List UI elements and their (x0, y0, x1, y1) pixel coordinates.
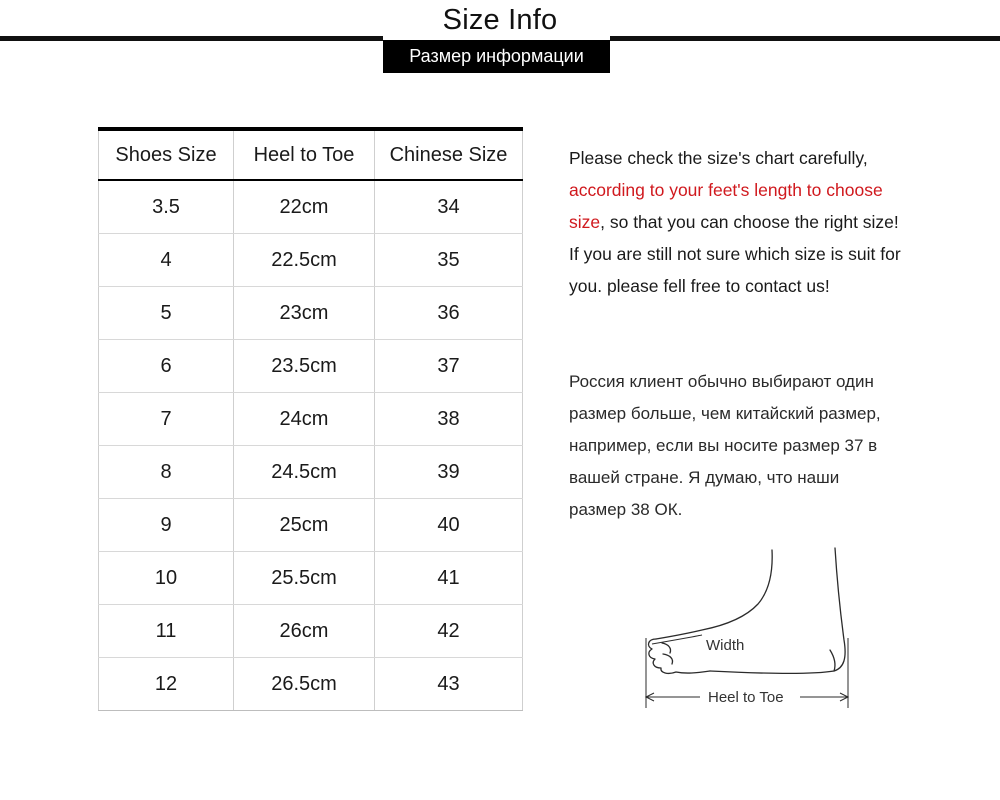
english-instructions (569, 142, 989, 302)
table-row (99, 552, 523, 605)
cell-chinese-size: 38 (375, 393, 523, 446)
cell-chinese-size: 40 (375, 499, 523, 552)
cell-heel-to-toe: 25cm (234, 499, 375, 552)
cell-heel-to-toe: 24cm (234, 393, 375, 446)
title-rule-left (0, 36, 383, 41)
russian-line-2: размер больше, чем китайский размер, (569, 404, 881, 423)
heel-to-toe-label: Heel to Toe (708, 689, 784, 706)
cell-shoes-size: 3.5 (99, 180, 234, 234)
table-row (99, 340, 523, 393)
table-row (99, 658, 523, 711)
english-line-5: you. please fell free to contact us! (569, 276, 830, 296)
size-chart-table (98, 127, 523, 711)
header-shoes-size: Shoes Size (99, 129, 234, 180)
width-label: Width (706, 637, 745, 654)
table-row (99, 393, 523, 446)
cell-chinese-size: 34 (375, 180, 523, 234)
page-title: Size Info (442, 4, 558, 36)
cell-heel-to-toe: 23cm (234, 287, 375, 340)
cell-chinese-size: 42 (375, 605, 523, 658)
cell-shoes-size: 10 (99, 552, 234, 605)
table-row (99, 234, 523, 287)
title-rule-right (610, 36, 1000, 41)
english-line-3-rest: , so that you can choose the right size! (600, 212, 899, 232)
cell-chinese-size: 35 (375, 234, 523, 287)
cell-shoes-size: 7 (99, 393, 234, 446)
cell-chinese-size: 37 (375, 340, 523, 393)
foot-measurement-diagram (630, 540, 870, 715)
cell-chinese-size: 39 (375, 446, 523, 499)
cell-shoes-size: 6 (99, 340, 234, 393)
cell-shoes-size: 11 (99, 605, 234, 658)
cell-heel-to-toe: 26.5cm (234, 658, 375, 711)
russian-line-4: вашей стране. Я думаю, что наши (569, 468, 840, 487)
cell-shoes-size: 4 (99, 234, 234, 287)
english-line-3 (569, 206, 989, 238)
foot-outline-icon (649, 548, 846, 673)
russian-line-1: Россия клиент обычно выбирают один (569, 372, 874, 391)
table-row (99, 446, 523, 499)
cell-chinese-size: 36 (375, 287, 523, 340)
table-row (99, 499, 523, 552)
cell-heel-to-toe: 25.5cm (234, 552, 375, 605)
cell-chinese-size: 43 (375, 658, 523, 711)
cell-shoes-size: 8 (99, 446, 234, 499)
cell-shoes-size: 12 (99, 658, 234, 711)
cell-shoes-size: 5 (99, 287, 234, 340)
cell-heel-to-toe: 23.5cm (234, 340, 375, 393)
english-highlight-line: according to your feet's length to choose (569, 180, 883, 200)
header-chinese-size: Chinese Size (375, 129, 523, 180)
table-row (99, 180, 523, 234)
table-row (99, 287, 523, 340)
subtitle-text: Размер информации (409, 46, 584, 66)
cell-chinese-size: 41 (375, 552, 523, 605)
russian-line-5: размер 38 ОК. (569, 500, 683, 519)
russian-instructions (569, 366, 989, 526)
subtitle-banner (383, 40, 610, 73)
cell-heel-to-toe: 24.5cm (234, 446, 375, 499)
cell-shoes-size: 9 (99, 499, 234, 552)
cell-heel-to-toe: 22.5cm (234, 234, 375, 287)
table-header-row (99, 129, 523, 180)
english-line-4: If you are still not sure which size is suit for (569, 244, 901, 264)
cell-heel-to-toe: 26cm (234, 605, 375, 658)
russian-line-3: например, если вы носите размер 37 в (569, 436, 878, 455)
header-heel-to-toe: Heel to Toe (234, 129, 375, 180)
english-highlight-word: size (569, 212, 601, 232)
english-line-1: Please check the size's chart carefully, (569, 148, 868, 168)
table-row (99, 605, 523, 658)
cell-heel-to-toe: 22cm (234, 180, 375, 234)
